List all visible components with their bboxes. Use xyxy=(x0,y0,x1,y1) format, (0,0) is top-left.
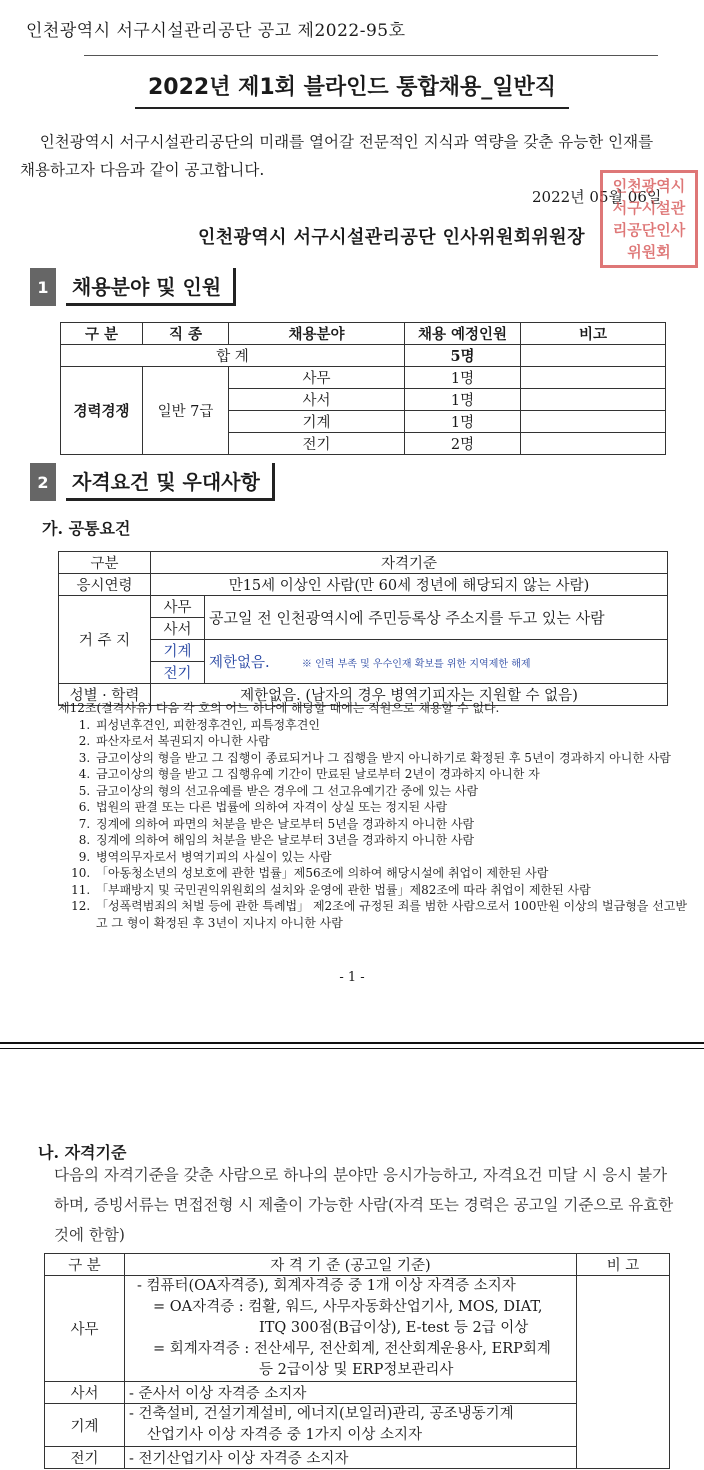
restriction-note: ※ 인력 부족 및 우수인재 확보를 위한 지역제한 해제 xyxy=(301,659,531,670)
header-rule xyxy=(84,55,658,56)
age-label: 응시연령 xyxy=(59,574,151,596)
qual-line: - 컴퓨터(OA자격증), 회계자격증 중 1개 이상 자격증 소지자 xyxy=(137,1278,516,1294)
recruitment-table xyxy=(60,322,666,455)
gender-label: 성별 · 학력 xyxy=(59,684,151,706)
qual-label-electrical: 전기 xyxy=(45,1447,125,1469)
count-cell: 1명 xyxy=(405,411,521,433)
qualification-table xyxy=(44,1253,670,1469)
group-label: 경력경쟁 xyxy=(61,367,143,455)
official-seal xyxy=(600,170,698,268)
col-header-field: 채용분야 xyxy=(229,323,405,345)
seal-text: 인천광역시서구시설관리공단인사위원회 xyxy=(612,177,686,261)
qual-remarks xyxy=(577,1276,670,1469)
req-header-criteria: 자격기준 xyxy=(151,552,668,574)
gender-value: 제한없음. (남자의 경우 병역기피자는 지원할 수 없음) xyxy=(151,684,668,706)
list-item: 8. 징계에 의하여 해임의 처분을 받은 날로부터 3년을 경과하지 아니한 사람 xyxy=(94,832,698,849)
total-label: 합 계 xyxy=(61,345,405,367)
intro-paragraph xyxy=(20,128,670,184)
job-type-cell: 일반 7급 xyxy=(143,367,229,455)
col-header-category: 구 분 xyxy=(61,323,143,345)
field-cell: 사무 xyxy=(229,367,405,389)
qual-label-office: 사무 xyxy=(45,1276,125,1382)
notice-number: 인천광역시 서구시설관리공단 공고 제2022-95호 xyxy=(26,21,406,41)
remarks-cell xyxy=(521,411,666,433)
list-item: 3. 금고이상의 형을 받고 그 집행이 종료되거나 그 집행을 받지 아니하기로 확정된 후 5년이 경과하지 아니한 사람 xyxy=(94,750,698,767)
list-item: 1. 피성년후견인, 피한정후견인, 피특정후견인 xyxy=(94,717,698,734)
residence-value-a: 공고일 전 인천광역시에 주민등록상 주소지를 두고 있는 사람 xyxy=(205,596,668,640)
qual-header-criteria: 자 격 기 준 (공고일 기준) xyxy=(125,1254,577,1276)
remarks-cell xyxy=(521,367,666,389)
disqualification-article xyxy=(58,700,698,931)
residence-field: 사서 xyxy=(151,618,205,640)
article-list xyxy=(58,717,698,932)
page-number: - 1 - xyxy=(339,970,365,985)
qualification-paragraph: 다음의 자격기준을 갖춘 사람으로 하나의 분야만 응시가능하고, 자격요건 미달 시 응시 불가하며, 증빙서류는 면접전형 시 제출이 가능한 사람(자격 또는 경력은 공고일 기준으로 유효한 것에 한함) xyxy=(54,1166,674,1244)
list-item: 7. 징계에 의하여 파면의 처분을 받은 날로부터 5년을 경과하지 아니한 사람 xyxy=(94,816,698,833)
list-item: 11. 「부패방지 및 국민권익위원회의 설치와 운영에 관한 법률」제82조에 따라 취업이 제한된 사람 xyxy=(94,882,698,899)
field-cell: 전기 xyxy=(229,433,405,455)
list-item: 2. 파산자로서 복권되지 아니한 사람 xyxy=(94,733,698,750)
section2-title: 자격요건 및 우대사항 xyxy=(66,463,275,501)
qual-line: - 전기산업기사 이상 자격증 소지자 xyxy=(129,1451,349,1467)
qual-line: - 준사서 이상 자격증 소지자 xyxy=(129,1386,307,1402)
title-underline xyxy=(135,107,569,109)
residence-value-b xyxy=(205,640,668,684)
remarks-cell xyxy=(521,389,666,411)
qual-criteria-mechanical xyxy=(125,1404,577,1447)
section2-heading xyxy=(30,463,275,501)
notice-date: 2022년 05월 06일 xyxy=(532,188,662,206)
qual-label-mechanical: 기계 xyxy=(45,1404,125,1447)
qualification-heading: 나. 자격기준 xyxy=(38,1143,127,1162)
residence-label: 거 주 지 xyxy=(59,596,151,684)
count-cell: 1명 xyxy=(405,389,521,411)
list-item: 4. 금고이상의 형을 받고 그 집행유예 기간이 만료된 날로부터 2년이 경과하지 아니한 자 xyxy=(94,766,698,783)
list-item: 10. 「아동청소년의 성보호에 관한 법률」제56조에 의하여 해당시설에 취업이 제한된 사람 xyxy=(94,865,698,882)
section1-title: 채용분야 및 인원 xyxy=(66,268,236,306)
section2-number: 2 xyxy=(30,463,56,501)
count-cell: 2명 xyxy=(405,433,521,455)
col-header-count: 채용 예정인원 xyxy=(405,323,521,345)
col-header-job-type: 직 종 xyxy=(143,323,229,345)
list-item: 5. 금고이상의 형의 선고유예를 받은 경우에 그 선고유예기간 중에 있는 사람 xyxy=(94,783,698,800)
age-value: 만15세 이상인 사람(만 60세 정년에 해당되지 않는 사람) xyxy=(151,574,668,596)
qual-header-remarks: 비 고 xyxy=(577,1254,670,1276)
qual-line: 등 2급이상 및 ERP정보관리사 xyxy=(259,1362,454,1378)
page-divider xyxy=(0,1042,704,1044)
total-remarks xyxy=(521,345,666,367)
issuer-name: 인천광역시 서구시설관리공단 인사위원회위원장 xyxy=(198,227,585,248)
qual-header-category: 구 분 xyxy=(45,1254,125,1276)
section1-heading xyxy=(30,268,236,306)
req-header-category: 구분 xyxy=(59,552,151,574)
list-item: 6. 법원의 판결 또는 다른 법률에 의하여 자격이 상실 또는 정지된 사람 xyxy=(94,799,698,816)
residence-field: 전기 xyxy=(151,662,205,684)
article-title: 제12조(결격사유) 다음 각 호의 어느 하나에 해당할 때에는 직원으로 채용할 수 없다. xyxy=(58,701,500,715)
list-item: 9. 병역의무자로서 병역기피의 사실이 있는 사람 xyxy=(94,849,698,866)
qual-line: = 회계자격증 : 전산세무, 전산회계, 전산회계운용사, ERP회계 xyxy=(153,1341,551,1357)
remarks-cell xyxy=(521,433,666,455)
field-cell: 기계 xyxy=(229,411,405,433)
total-value: 5명 xyxy=(405,345,521,367)
section1-number: 1 xyxy=(30,268,56,306)
count-cell: 1명 xyxy=(405,367,521,389)
qual-line: ITQ 300점(B급이상), E-test 등 2급 이상 xyxy=(259,1320,529,1336)
qual-criteria-electrical xyxy=(125,1447,577,1469)
qual-criteria-librarian xyxy=(125,1382,577,1404)
col-header-remarks: 비고 xyxy=(521,323,666,345)
field-cell: 사서 xyxy=(229,389,405,411)
no-restriction-text: 제한없음. xyxy=(209,655,270,671)
qual-line: = OA자격증 : 컴활, 워드, 사무자동화산업기사, MOS, DIAT, xyxy=(153,1299,543,1315)
qual-criteria-office xyxy=(125,1276,577,1382)
list-item: 12. 「성폭력범죄의 처벌 등에 관한 특례법」 제2조에 규정된 죄를 범한 사람으로서 100만원 이상의 벌금형을 선고받고 그 형이 확정된 후 3년이 지나지 아니한 사람 xyxy=(94,898,698,931)
qual-line: 산업기사 이상 자격증 중 1가지 이상 소지자 xyxy=(147,1427,422,1443)
page-divider-thin xyxy=(0,1048,704,1049)
common-requirements-table xyxy=(58,551,668,706)
residence-field: 사무 xyxy=(151,596,205,618)
page-title: 2022년 제1회 블라인드 통합채용_일반직 xyxy=(147,75,557,100)
qual-line: - 건축설비, 건설기계설비, 에너지(보일러)관리, 공조냉동기계 xyxy=(129,1406,514,1422)
qual-label-librarian: 사서 xyxy=(45,1382,125,1404)
common-requirements-heading: 가. 공통요건 xyxy=(42,519,131,538)
residence-field: 기계 xyxy=(151,640,205,662)
intro-text: 인천광역시 서구시설관리공단의 미래를 열어갈 전문적인 지식과 역량을 갖춘 유능한 인재를 채용하고자 다음과 같이 공고합니다. xyxy=(20,133,654,179)
